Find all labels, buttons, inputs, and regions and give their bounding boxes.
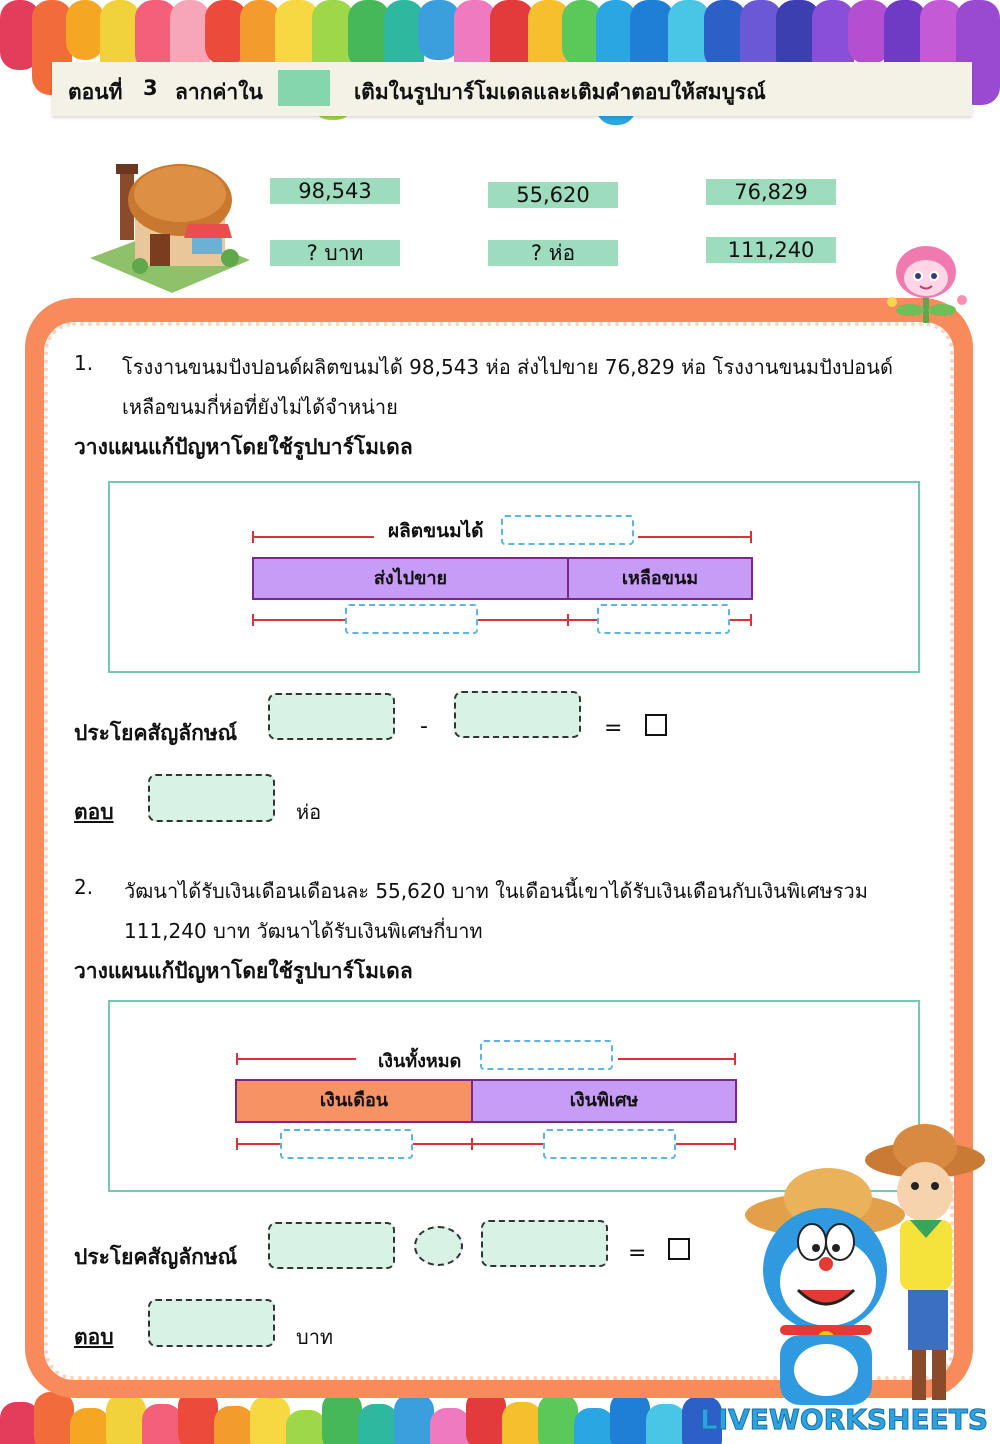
q1-bar-sent-segment: ส่งไปขาย [252, 557, 569, 600]
q1-bar-remaining-segment: เหลือขนม [567, 557, 753, 600]
q1-operand1-drop-box[interactable] [268, 693, 395, 740]
bracket-line [252, 536, 374, 538]
q1-result-square[interactable] [645, 714, 667, 736]
q1-sent-drop-box[interactable] [345, 604, 478, 634]
drag-chip-111240[interactable]: 111,240 [706, 237, 836, 263]
q1-total-drop-box[interactable] [501, 515, 634, 545]
liveworksheets-logo: LIVEWORKSHEETS [699, 1403, 988, 1436]
part-number: 3 [143, 76, 158, 100]
q2-operand1-drop-box[interactable] [268, 1222, 395, 1269]
q2-result-square[interactable] [668, 1238, 690, 1260]
drag-chip-76829[interactable]: 76,829 [706, 179, 836, 205]
bracket-tick [750, 614, 752, 626]
bracket-tick [471, 1138, 473, 1150]
q2-total-label: เงินทั้งหมด [378, 1051, 462, 1072]
bracket-tick [252, 614, 254, 626]
q2-answer-unit: บาท [296, 1325, 334, 1349]
drag-chip-55620[interactable]: 55,620 [488, 182, 618, 208]
q2-sentence-label: ประโยคสัญลักษณ์ [74, 1245, 238, 1269]
drag-instruction: ลากค่าใน [175, 80, 263, 104]
drag-chip-unknown-packs[interactable]: ? ห่อ [488, 240, 618, 266]
q2-equals-sign: = [628, 1241, 647, 1266]
q2-plan-heading: วางแผนแก้ปัญหาโดยใช้รูปบาร์โมเดล [74, 959, 413, 983]
part-label: ตอนที่ [68, 80, 123, 104]
q2-operator-drop-oval[interactable] [414, 1226, 463, 1266]
q2-bonus-drop-box[interactable] [543, 1129, 676, 1159]
q2-bar-salary-segment: เงินเดือน [235, 1079, 473, 1123]
q1-total-label: ผลิตขนมได้ [388, 520, 484, 542]
q1-operand2-drop-box[interactable] [454, 691, 581, 738]
q2-bar-bonus-segment: เงินพิเศษ [471, 1079, 737, 1123]
bracket-line [236, 1058, 356, 1060]
bracket-tick [236, 1138, 238, 1150]
q2-total-drop-box[interactable] [480, 1040, 613, 1070]
q1-remaining-drop-box[interactable] [597, 604, 730, 634]
instruction-text: เติมในรูปบาร์โมเดลและเติมคำตอบให้สมบูรณ์ [354, 80, 766, 104]
q1-plan-heading: วางแผนแก้ปัญหาโดยใช้รูปบาร์โมเดล [74, 435, 413, 459]
drag-chip-unknown-baht[interactable]: ? บาท [270, 240, 400, 266]
cowboy-characters-illustration [740, 1120, 1000, 1420]
q1-text-line2: เหลือขนมกี่ห่อที่ยังไม่ได้จำหน่าย [122, 395, 398, 419]
bracket-tick [734, 1053, 736, 1065]
q2-text-line2: 111,240 บาท วัฒนาได้รับเงินพิเศษกี่บาท [124, 919, 483, 943]
q2-operand2-drop-box[interactable] [481, 1220, 608, 1267]
bracket-tick [567, 614, 569, 626]
q1-answer-unit: ห่อ [296, 800, 322, 824]
bracket-tick [734, 1138, 736, 1150]
drag-chip-98543[interactable]: 98,543 [270, 178, 400, 204]
q1-sentence-label: ประโยคสัญลักษณ์ [74, 721, 238, 745]
q2-answer-drop-box[interactable] [148, 1299, 275, 1347]
bracket-tick [750, 531, 752, 543]
q2-text-line1: วัฒนาได้รับเงินเดือนเดือนละ 55,620 บาท ในเดือนนี้เขาได้รับเงินเดือนกับเงินพิเศษรวม [124, 879, 868, 903]
q2-answer-label: ตอบ [74, 1325, 114, 1349]
bakery-house-illustration [80, 148, 260, 298]
bracket-line [618, 1058, 736, 1060]
q2-salary-drop-box[interactable] [280, 1129, 413, 1159]
q1-answer-drop-box[interactable] [148, 774, 275, 822]
bracket-line [638, 536, 752, 538]
drop-zone-legend-swatch [278, 70, 330, 106]
q1-equals-sign: = [604, 716, 623, 741]
q1-number: 1. [74, 351, 94, 375]
q2-number: 2. [74, 875, 94, 899]
flower-character-illustration [880, 238, 972, 330]
q1-answer-label: ตอบ [74, 800, 114, 824]
q1-text-line1: โรงงานขนมปังปอนด์ผลิตขนมได้ 98,543 ห่อ ส่งไปขาย 76,829 ห่อ โรงงานขนมปังปอนด์ [122, 355, 893, 379]
q1-operator: - [420, 714, 428, 739]
